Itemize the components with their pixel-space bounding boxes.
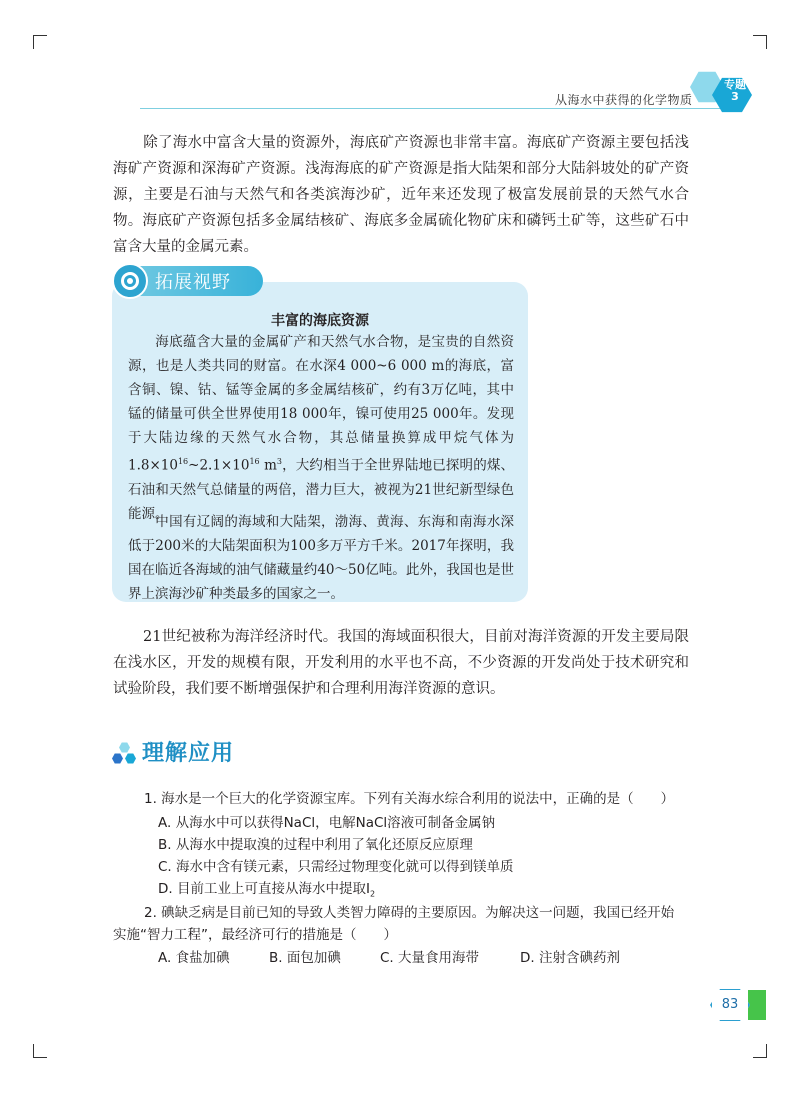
eye-icon (112, 263, 148, 299)
question-2-option-a: A. 食盐加碘 (158, 950, 230, 966)
topic-badge-label: 专题 3 (724, 78, 746, 103)
page-number: 83 (721, 997, 739, 1012)
question-2-continued: 实施“智力工程”，最经济可行的措施是（ ） (113, 927, 397, 943)
text-run: ~2.1×10 (188, 457, 250, 474)
extension-title: 丰富的海底资源 (271, 313, 369, 329)
crop-mark (33, 1057, 47, 1058)
superscript: 16 (249, 457, 260, 466)
topic-badge (690, 70, 754, 116)
question-1: 1. 海水是一个巨大的化学资源宝库。下列有关海水综合利用的说法中，正确的是（ ） (144, 791, 675, 807)
body-paragraph (113, 624, 689, 702)
crop-mark (766, 1044, 767, 1058)
page-tab (748, 990, 766, 1020)
extension-paragraph (128, 510, 514, 606)
extension-label: 拓展视野 (155, 272, 231, 293)
paragraph-text: 21世纪被称为海洋经济时代。我国的海域面积很大，目前对海洋资源的开发主要局限在浅水区，开发的规模有限，开发利用的水平也不高，不少资源的开发尚处于技术研究和试验阶段，我们要不断增强保护和合理利用海洋资源的意识。 (113, 629, 689, 697)
question-1-option-b: B. 从海水中提取溴的过程中利用了氧化还原反应原理 (158, 837, 473, 853)
text-run: ，大约相当于全世界陆地已探明的煤、石油和天然气总储量的两倍，潜力巨大，被视为21世纪新型绿色能源。 (128, 457, 515, 522)
crop-mark (753, 35, 767, 36)
header-rule (140, 108, 738, 109)
question-1-option-c: C. 海水中含有镁元素，只需经过物理变化就可以得到镁单质 (158, 859, 514, 875)
question-2: 2. 碘缺乏病是目前已知的导致人类智力障碍的主要原因。为解决这一问题，我国已经开始 (144, 905, 675, 921)
running-header: 从海水中获得的化学物质 (555, 93, 693, 107)
question-2-option-b: B. 面包加碘 (269, 950, 341, 966)
question-1-option-a: A. 从海水中可以获得NaCl，电解NaCl溶液可制备金属钠 (158, 815, 496, 831)
paragraph-text: 除了海水中富含大量的资源外，海底矿产资源也非常丰富。海底矿产资源主要包括浅海矿产资源和深海矿产资源。浅海海底的矿产资源是指大陆架和部分大陆斜坡处的矿产资源，主要是石油与天然气和各类滨海沙矿，近年来还发现了极富发展前景的天然气水合物。海底矿产资源包括多金属结核矿、海底多金属硫化物矿床和磷钙土矿等，这些矿石中富含大量的金属元素。 (113, 135, 689, 255)
subscript: 2 (369, 889, 376, 899)
crop-mark (33, 1044, 34, 1058)
question-2-option-d: D. 注射含碘药剂 (520, 950, 620, 966)
crop-mark (753, 1057, 767, 1058)
text-run: 海底蕴含大量的金属矿产和天然气水合物，是宝贵的自然资源，也是人类共同的财富。在水深4 000~6 000 m的海底，富含铜、镍、钴、锰等金属的多金属结核矿，约有3万亿吨，其中锰的储量可供全世界使用18 000年，镍可使用25 000年。发现于大陆边缘的天然气水合物，其总储量换算成甲烷气体为1.8×10 (128, 334, 514, 474)
superscript: 16 (177, 457, 189, 466)
section-title: 理解应用 (142, 741, 235, 766)
crop-mark (33, 35, 34, 49)
body-paragraph (113, 130, 689, 260)
crop-mark (33, 35, 47, 36)
text-run: 中国有辽阔的海域和大陆架，渤海、黄海、东海和南海水深低于200米的大陆架面积为100多万平方千米。2017年探明，我国在临近各海域的油气储藏量约40～50亿吨。此外，我国也是世界上滨海沙矿种类最多的国家之一。 (128, 514, 514, 602)
text-run: m (259, 457, 277, 474)
crop-mark (766, 35, 767, 49)
superscript: 3 (276, 457, 282, 466)
question-2-option-c: C. 大量食用海带 (380, 950, 480, 966)
hexagon-cluster-icon (112, 742, 138, 766)
text-run: D. 目前工业上可直接从海水中提取I (158, 881, 370, 897)
extension-paragraph (128, 330, 514, 526)
